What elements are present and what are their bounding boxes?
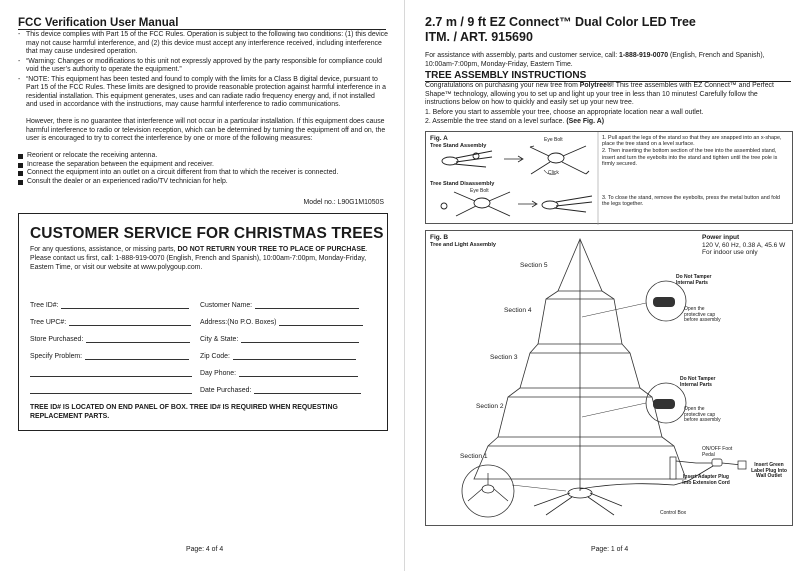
- field-label: Specify Problem:: [30, 353, 83, 360]
- field-label: Tree UPC#:: [30, 319, 67, 326]
- cs-text-before: For any questions, assistance, or missing parts,: [30, 246, 178, 253]
- section-2-label: Section 2: [476, 403, 504, 410]
- field-line[interactable]: [279, 318, 363, 326]
- disassembly-stand-icon: [441, 192, 510, 216]
- fcc-paragraph: However, there is no guarantee that interference will not occur in a particular installation. If this equipment does cause harmful interference to radio or television reception, which can be determined by turning the equipment off and on, the user is encouraged to try to correct the interference by one or more of the following measures:: [26, 118, 386, 142]
- adapter-plug-label: Insert Adapter Plug Into Extension Cord: [682, 474, 730, 486]
- foot-pedal-icon: [712, 459, 722, 466]
- field-line[interactable]: [86, 335, 190, 343]
- problem-line-2[interactable]: [30, 369, 192, 377]
- power-input: [702, 234, 785, 257]
- arrow-2: [518, 201, 537, 207]
- field-line[interactable]: [30, 369, 192, 377]
- measure-item: Consult the dealer or an experienced radio/TV technician for help.: [18, 178, 388, 187]
- field-label: Customer Name:: [200, 302, 253, 309]
- assist-before: For assistance with assembly, parts and customer service, call:: [425, 52, 620, 59]
- customer-service-footer: TREE ID# IS LOCATED ON END PANEL OF BOX. TREE ID# IS REQUIRED WHEN REQUESTING REPLACEMENT PARTS.: [30, 404, 338, 420]
- field-line[interactable]: [255, 301, 359, 309]
- measure-item: Connect the equipment into an outlet on a circuit different from that to which the receiver is connected.: [18, 169, 388, 178]
- congrats-before: Congratulations on purchasing your new tree from: [425, 82, 580, 89]
- stand-assembly-label: Tree Stand Assembly: [430, 143, 487, 149]
- connector-plug-2: [653, 399, 675, 409]
- folded-stand-icon: [442, 151, 492, 167]
- wall-plug-icon: [738, 461, 746, 469]
- control-box-label: Control Box: [660, 510, 687, 516]
- measure-item: Increase the separation between the equipment and receiver.: [18, 161, 388, 170]
- problem-line-3[interactable]: [30, 386, 192, 394]
- foot-pedal-label: ON/OFF Foot Pedal: [702, 446, 733, 458]
- measures-list: [18, 152, 388, 186]
- field-line[interactable]: [254, 386, 361, 394]
- field-line[interactable]: [241, 335, 359, 343]
- page-number: Page: 4 of 4: [186, 546, 224, 553]
- tree-outline: [474, 239, 686, 491]
- section-5-label: Section 5: [520, 262, 548, 269]
- specify-problem-field[interactable]: [30, 352, 189, 360]
- eye-bolt-label: Eye Bolt: [544, 137, 563, 143]
- cs-text-after: . Please contact us first, call: 1-888-919-0070 (English, French and Spanish), 10:00am-7:00pm, Monday-Friday, Eastern Time, or visit our website at www.polygoup.com.: [30, 246, 368, 271]
- power-note: For indoor use only: [702, 249, 758, 256]
- city-state-field[interactable]: [200, 335, 359, 343]
- instruction-item: 2. Then inserting the bottom section of the tree into the assembled stand, insert and turn the eyebolts into the stand and tighten until the tree pole is firmly secured.: [602, 148, 778, 168]
- stand-disassembly-label: Tree Stand Disassembly: [430, 181, 495, 187]
- detail-stand-icon: [468, 473, 508, 501]
- product-title: 2.7 m / 9 ft EZ Connect™ Dual Color LED Tree: [425, 15, 696, 29]
- item-number: ITM. / ART. 915690: [425, 30, 533, 44]
- fcc-item: - “Warning: Changes or modifications to this unit not expressly approved by the party responsible for compliance could void the user’s authority to operate the equipment.”: [18, 58, 388, 75]
- connector-plug-1: [653, 297, 675, 307]
- open-cap-label-1: Open the protective cap before assembly: [684, 306, 721, 324]
- store-purchased-field[interactable]: [30, 335, 190, 343]
- field-label: Zip Code:: [200, 353, 230, 360]
- open-stand-icon: [530, 146, 589, 174]
- field-line[interactable]: [69, 318, 191, 326]
- date-purchased-field[interactable]: [200, 386, 361, 394]
- steps-list: [425, 108, 795, 127]
- figure-b-drawing: [426, 231, 794, 527]
- fcc-item: - This device complies with Part 15 of the FCC Rules. Operation is subject to the following two conditions: (1) this device may not cause harmful interference, and (2) this device must accept any interference received, including interference that may cause undesired operation.: [18, 31, 388, 57]
- step-item: 1. Before you start to assemble your tree, choose an appropriate location near a wall outlet.: [425, 109, 704, 116]
- fig-a-instructions: [602, 135, 788, 168]
- detail-leader: [512, 485, 566, 491]
- click-label: Click: [548, 170, 559, 176]
- fig-a-label: Fig. A: [430, 135, 448, 142]
- fig-a-instruction-3: 3. To close the stand, remove the eyebolts, press the metal button and fold the legs together.: [602, 195, 780, 208]
- section-4-label: Section 4: [504, 307, 532, 314]
- customer-service-box: [18, 213, 388, 431]
- green-label-plug-label: Insert Green Label Plug Into Wall Outlet: [751, 462, 787, 480]
- brand-name: Polytree®: [579, 82, 613, 89]
- customer-name-field[interactable]: [200, 301, 359, 309]
- open-cap-label-2: Open the protective cap before assembly: [684, 406, 721, 424]
- congrats-after: ! This tree assembles with EZ Connect™ and Perfect Shape™ technology, allowing you to set up and light up your tree in less than 10 minutes! Carefully follow the instructions below on how to quickly and easily set up your new tree.: [425, 82, 774, 106]
- fcc-item: - “NOTE: This equipment has been tested and found to comply with the limits for a Class B digital device, pursuant to Part 15 of the FCC Rules. These limits are designed to provide reasonable protection against harmful interference in a residential installation. This equipment generates, uses and can radiate radio frequency energy and, if not installed and used in accordance with the instructions, may cause harmful interference to radio communications.: [18, 76, 388, 110]
- assist-after: (English, French and Spanish), 10:00am-7:00pm, Monday-Friday, Eastern Time.: [425, 52, 765, 68]
- step2-ref: (See Fig. A): [566, 118, 604, 126]
- closed-stand-icon: [542, 196, 592, 212]
- detail-circle: [462, 465, 514, 517]
- fig-b-subtitle: Tree and Light Assembly: [430, 242, 497, 248]
- power-spec: 120 V, 60 Hz, 0.38 A, 45.6 W: [702, 241, 786, 249]
- field-label: Store Purchased:: [30, 336, 84, 343]
- right-page: [404, 0, 808, 571]
- instruction-item: 1. Pull apart the legs of the stand so that they are snapped into an x-shape, place the tree stand on a level surface.: [602, 135, 782, 148]
- address-field[interactable]: [200, 318, 363, 326]
- control-box-icon: [670, 457, 676, 479]
- arrow-1: [504, 156, 523, 162]
- model-number: Model no.: L90G1M1050S: [303, 199, 384, 206]
- fig-b-label: Fig. B: [430, 234, 449, 241]
- stand-base-icon: [534, 488, 622, 515]
- section-1-label: Section 1: [460, 453, 488, 460]
- field-line[interactable]: [233, 352, 356, 360]
- measure-item: Reorient or relocate the receiving antenna.: [18, 152, 388, 161]
- customer-service-text: [30, 245, 378, 272]
- congrats-text: [425, 82, 793, 108]
- assistance-text: [425, 52, 795, 69]
- step-item: [425, 117, 795, 126]
- field-label: Date Purchased:: [200, 387, 252, 394]
- field-label: Day Phone:: [200, 370, 237, 377]
- figure-b: [425, 230, 793, 526]
- tree-upc-field[interactable]: [30, 318, 191, 326]
- field-line[interactable]: [239, 369, 358, 377]
- fcc-list: [18, 31, 388, 111]
- section-3-label: Section 3: [490, 354, 518, 361]
- leader-2: [582, 403, 646, 417]
- zip-code-field[interactable]: [200, 352, 356, 360]
- do-not-tamper-label-1: Do Not Tamper Internal Parts: [676, 274, 712, 286]
- figure-a: [425, 131, 793, 224]
- field-line[interactable]: [61, 301, 189, 309]
- field-label: City & State:: [200, 336, 239, 343]
- step2-text: 2. Assemble the tree stand on a level surface.: [425, 118, 567, 126]
- leader-1: [582, 303, 646, 317]
- eye-bolt-label-2: Eye Bolt: [470, 188, 489, 194]
- assembly-title: TREE ASSEMBLY INSTRUCTIONS: [425, 70, 587, 81]
- field-label: Address:(No P.O. Boxes): [200, 319, 277, 326]
- fcc-divider: [18, 29, 386, 30]
- power-title: Power input: [702, 234, 740, 241]
- fcc-title: FCC Verification User Manual: [18, 17, 179, 29]
- field-line[interactable]: [85, 352, 189, 360]
- field-label: Tree ID#:: [30, 302, 59, 309]
- do-not-tamper-label-2: Do Not Tamper Internal Parts: [680, 376, 716, 388]
- assist-phone: 1-888-919-0070: [619, 52, 669, 59]
- customer-service-title: CUSTOMER SERVICE FOR CHRISTMAS TREES: [30, 225, 384, 242]
- field-line[interactable]: [30, 386, 192, 394]
- tree-id-field[interactable]: [30, 301, 189, 309]
- cs-text-bold: DO NOT RETURN YOUR TREE TO PLACE OF PURCHASE: [177, 246, 366, 253]
- day-phone-field[interactable]: [200, 369, 358, 377]
- page-number: Page: 1 of 4: [591, 546, 629, 553]
